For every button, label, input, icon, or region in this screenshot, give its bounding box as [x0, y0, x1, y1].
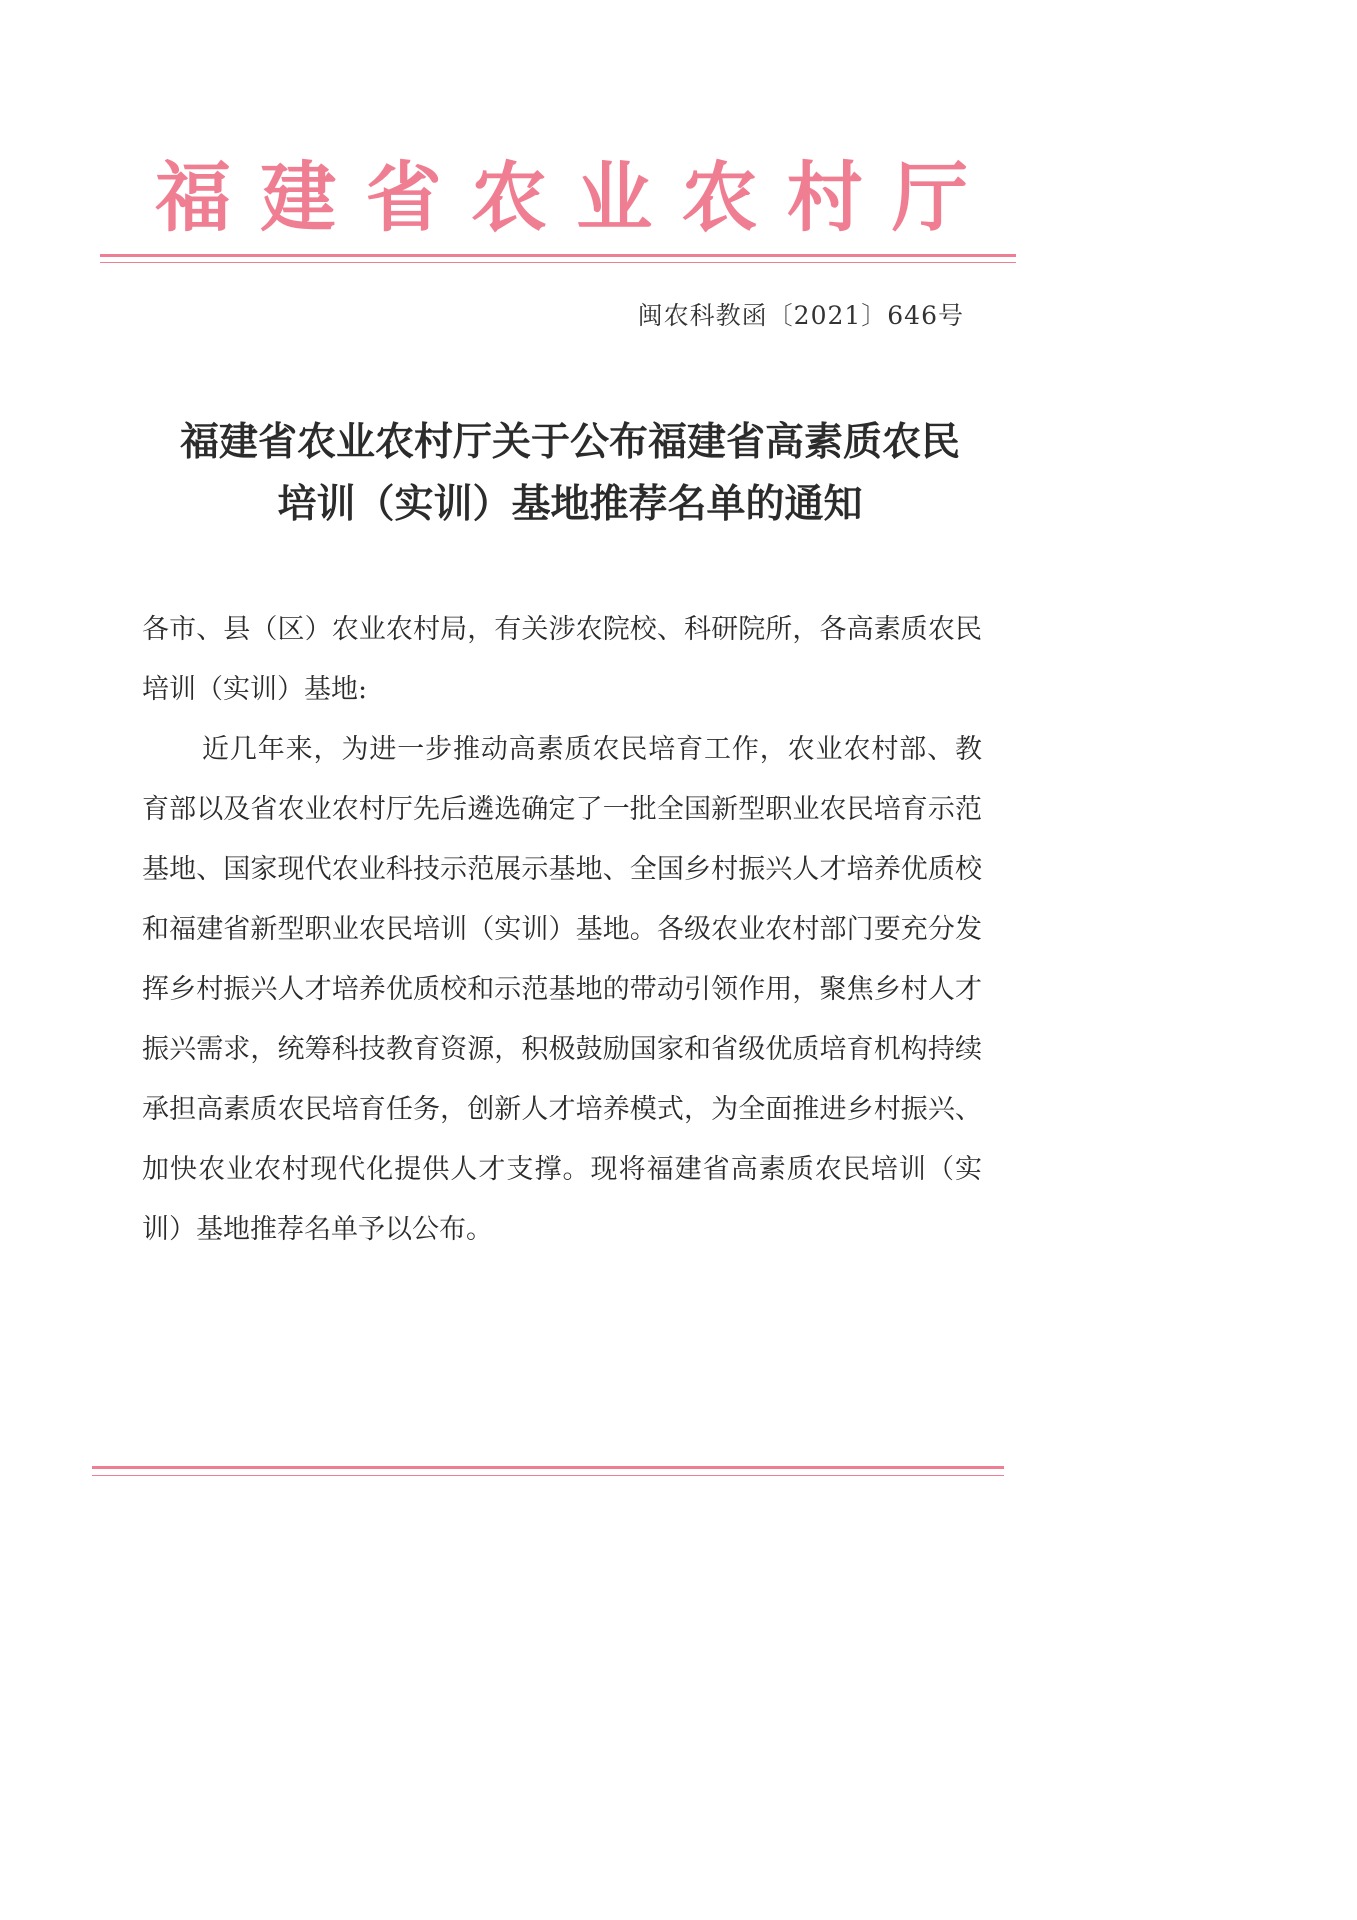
salutation: 各市、县（区）农业农村局，有关涉农院校、科研院所，各高素质农民培训（实训）基地:	[142, 614, 982, 705]
letterhead-char: 厅	[891, 153, 968, 242]
letterhead-char: 村	[786, 153, 863, 242]
letterhead-char: 农	[681, 153, 758, 242]
letterhead-char: 省	[365, 153, 442, 242]
letterhead-char: 业	[576, 153, 653, 242]
document-body	[142, 600, 982, 1260]
body-paragraph: 近几年来，为进一步推动高素质农民培育工作，农业农村部、教育部以及省农业农村厅先后遴选确定了一批全国新型职业农民培育示范基地、国家现代农业科技示范展示基地、全国乡村振兴人才培养优质校和福建省新型职业农民培训（实训）基地。各级农业农村部门要充分发挥乡村振兴人才培养优质校和示范基地的带动引领作用，聚焦乡村人才振兴需求，统筹科技教育资源，积极鼓励国家和省级优质培育机构持续承担高素质农民培育任务，创新人才培养模式，为全面推进乡村振兴、加快农业农村现代化提供人才支撑。现将福建省高素质农民培训（实训）基地推荐名单予以公布。	[142, 734, 982, 1245]
footer-divider-thick	[92, 1466, 1004, 1469]
document-title	[110, 412, 1030, 536]
document-number: 闽农科教函〔2021〕646号	[637, 301, 964, 330]
footer-divider-thin	[92, 1475, 1004, 1476]
letterhead-divider-thin	[100, 262, 1016, 263]
letterhead	[100, 148, 1016, 248]
title-line-2: 培训（实训）基地推荐名单的通知	[277, 482, 863, 527]
letterhead-char: 农	[470, 153, 547, 242]
letterhead-char: 福	[155, 153, 231, 242]
title-line-1: 福建省农业农村厅关于公布福建省高素质农民	[179, 420, 960, 465]
letterhead-divider-thick	[100, 254, 1016, 257]
letterhead-char: 建	[260, 153, 337, 242]
